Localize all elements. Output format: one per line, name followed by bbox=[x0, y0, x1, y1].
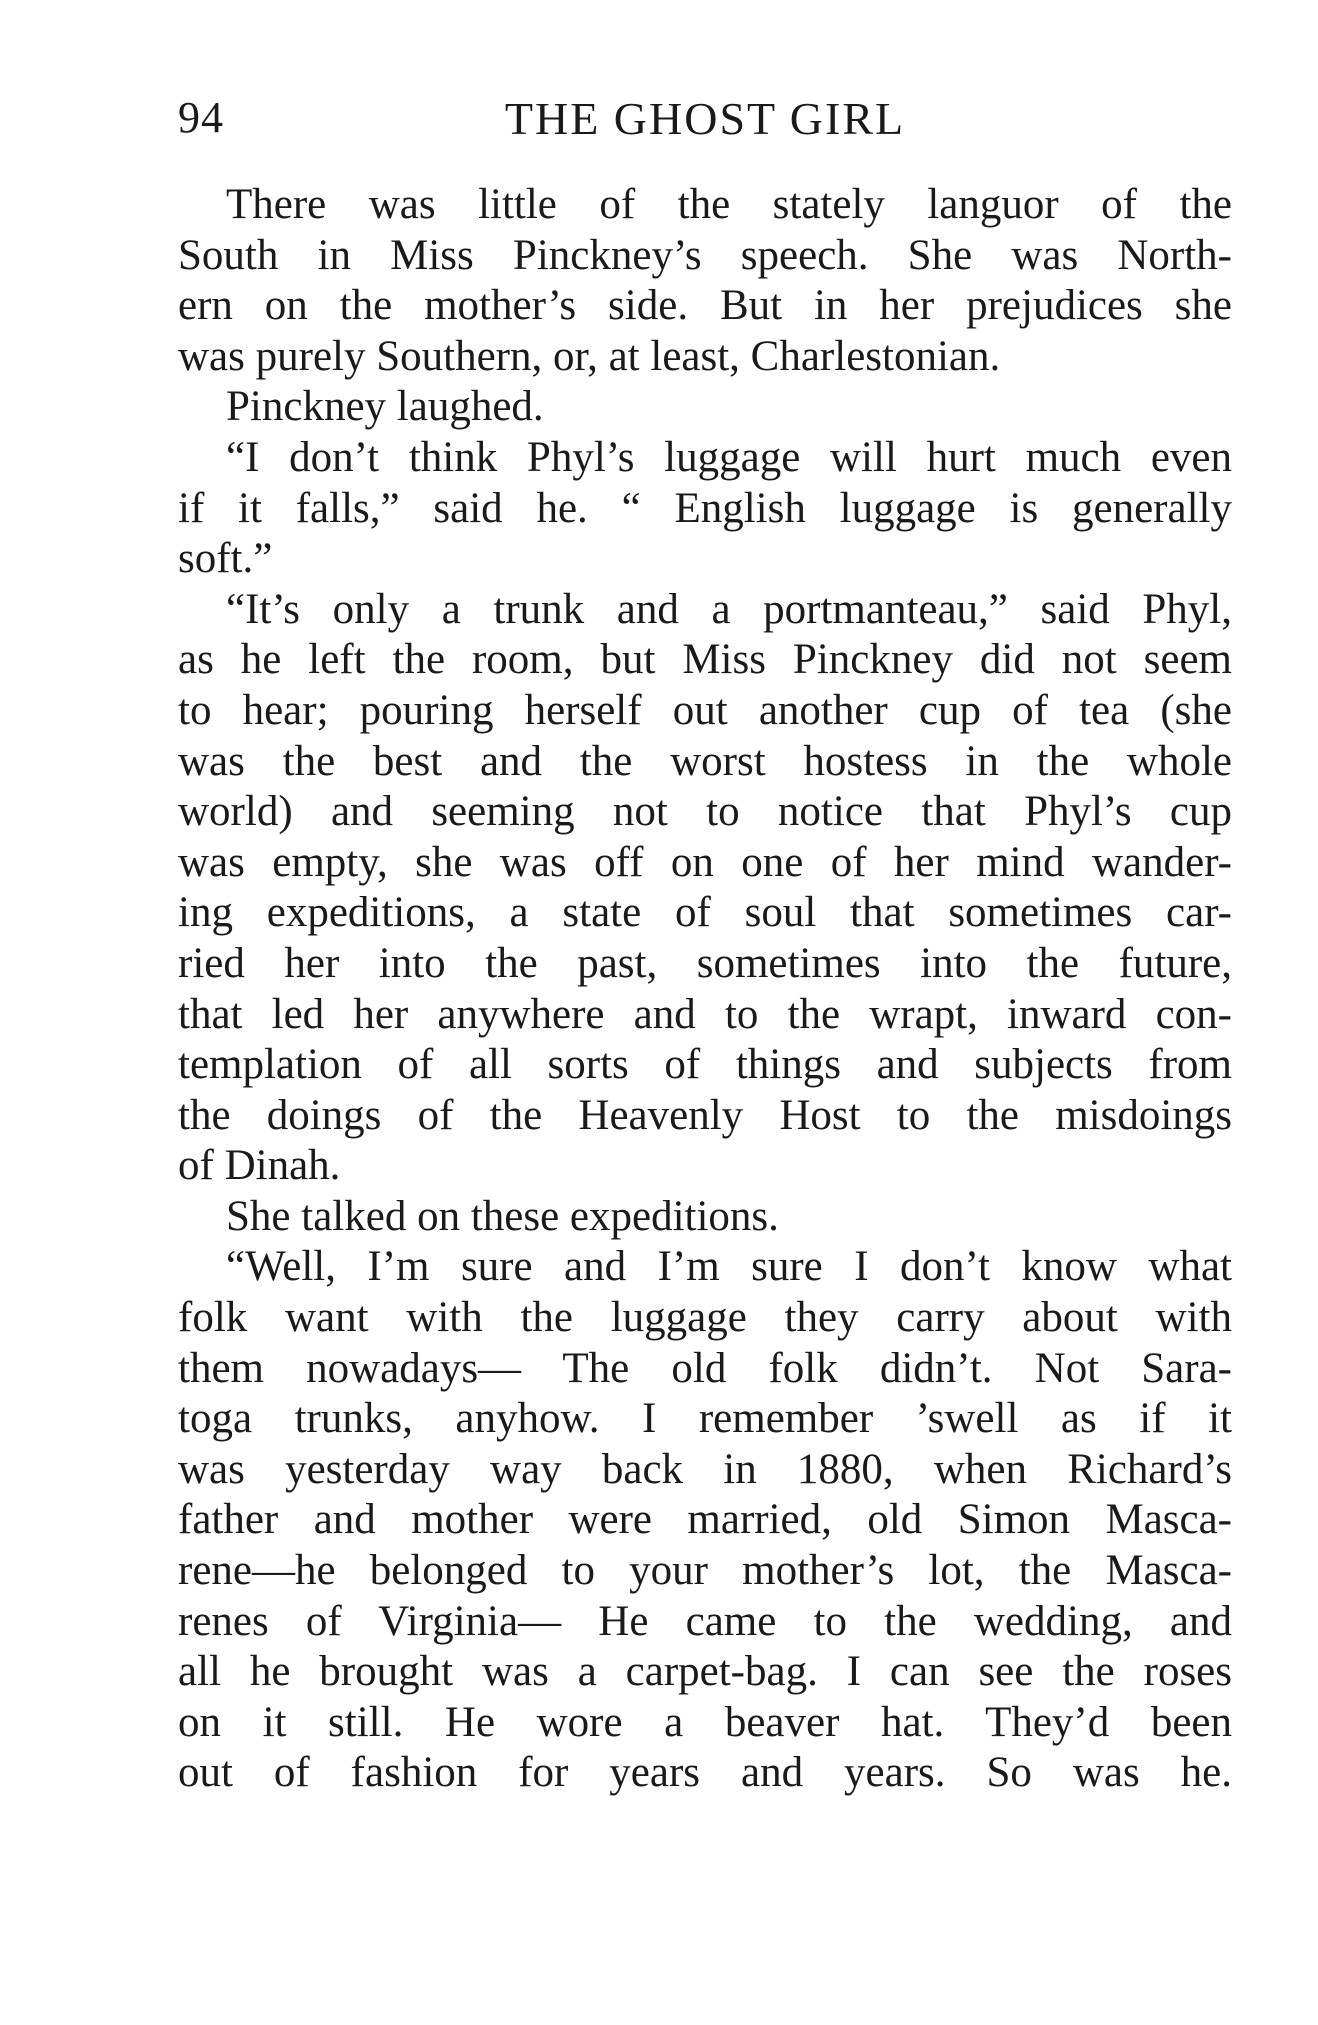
text-line: ing expeditions, a state of soul that sometimes car- bbox=[178, 889, 1232, 937]
text-line: the doings of the Heavenly Host to the misdoings bbox=[178, 1091, 1232, 1139]
text-line: to hear; pouring herself out another cup of tea (she bbox=[178, 686, 1232, 734]
text-line: all he brought was a carpet-bag. I can see the roses bbox=[178, 1648, 1232, 1696]
body-text bbox=[178, 180, 1232, 1799]
text-line: was purely Southern, or, at least, Charlestonian. bbox=[178, 332, 1001, 380]
text-line: folk want with the luggage they carry about with bbox=[178, 1294, 1232, 1342]
text-line: of Dinah. bbox=[178, 1142, 341, 1190]
text-line: soft.” bbox=[178, 535, 273, 583]
text-line: “It’s only a trunk and a portmanteau,” said Phyl, bbox=[226, 585, 1232, 633]
text-line: if it falls,” said he. “ English luggage is generally bbox=[178, 484, 1232, 532]
text-line: them nowadays— The old folk didn’t. Not Sara- bbox=[178, 1344, 1232, 1392]
page-header bbox=[178, 92, 1232, 152]
text-line: ried her into the past, sometimes into the future, bbox=[178, 939, 1232, 987]
text-line: on it still. He wore a beaver hat. They’d been bbox=[178, 1698, 1232, 1746]
text-line: world) and seeming not to notice that Phyl’s cup bbox=[178, 788, 1232, 836]
text-line: “I don’t think Phyl’s luggage will hurt much even bbox=[226, 433, 1232, 481]
text-line: “Well, I’m sure and I’m sure I don’t know what bbox=[226, 1243, 1232, 1291]
text-line: out of fashion for years and years. So was he. bbox=[178, 1749, 1232, 1797]
text-line: toga trunks, anyhow. I remember ’swell as if it bbox=[178, 1395, 1232, 1443]
text-line: templation of all sorts of things and subjects from bbox=[178, 1041, 1232, 1089]
text-line: Pinckney laughed. bbox=[226, 383, 544, 431]
text-line: that led her anywhere and to the wrapt, inward con- bbox=[178, 990, 1232, 1038]
page-number: 94 bbox=[178, 93, 224, 142]
text-line: was yesterday way back in 1880, when Richard’s bbox=[178, 1445, 1232, 1493]
text-line: There was little of the stately languor of the bbox=[226, 181, 1232, 228]
running-title: THE GHOST GIRL bbox=[504, 93, 906, 144]
text-line: ern on the mother’s side. But in her prejudices she bbox=[178, 282, 1232, 330]
text-line: rene—he belonged to your mother’s lot, the Masca- bbox=[178, 1547, 1232, 1595]
text-line: renes of Virginia— He came to the wedding, and bbox=[178, 1597, 1232, 1645]
text-line: father and mother were married, old Simon Masca- bbox=[178, 1496, 1232, 1544]
text-line: as he left the room, but Miss Pinckney did not seem bbox=[178, 636, 1232, 684]
text-line: She talked on these expeditions. bbox=[226, 1192, 779, 1240]
text-line: was the best and the worst hostess in the whole bbox=[178, 737, 1232, 785]
text-line: South in Miss Pinckney’s speech. She was North- bbox=[178, 231, 1232, 279]
text-line: was empty, she was off on one of her mind wander- bbox=[178, 838, 1232, 886]
